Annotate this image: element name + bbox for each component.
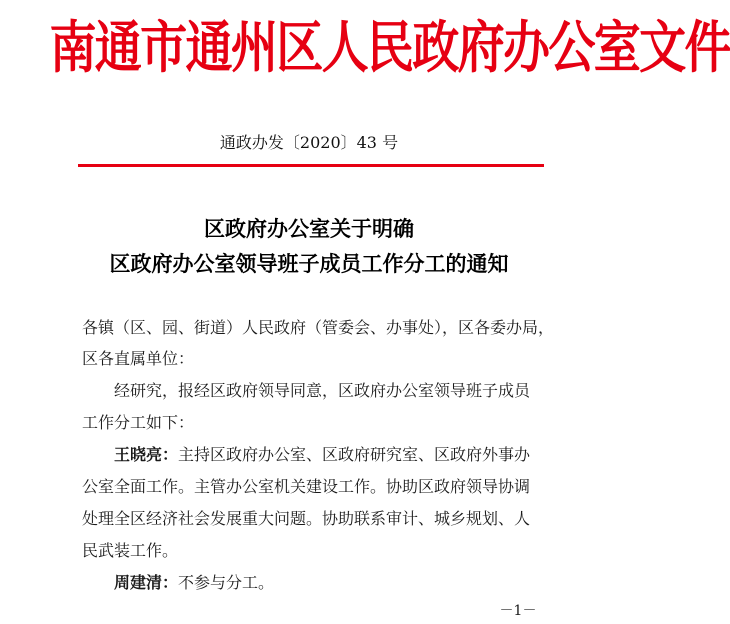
duty-1-text: 主持区政府办公室、区政府研究室、区政府外事办 (178, 445, 531, 464)
intro-line-2: 工作分工如下： (82, 413, 195, 432)
salutation-line-1: 各镇（区、园、街道）人民政府（管委会、办事处），区各委办局， (82, 318, 555, 337)
red-separator-rule (78, 164, 544, 167)
salutation-line-2: 区各直属单位： (82, 349, 195, 368)
duty-2-name: 周建清： (114, 573, 179, 592)
duty-2-text: 不参与分工。 (178, 573, 275, 592)
title-line-2: 区政府办公室领导班子成员工作分工的通知 (109, 251, 509, 276)
duty-1-line-3: 处理全区经济社会发展重大问题。协助联系审计、城乡规划、人 (82, 509, 531, 528)
document-number: 通政办发〔2020〕43 号 (219, 133, 399, 152)
duty-1-line-1 (114, 443, 530, 467)
duty-1-line-2: 公室全面工作。主管办公室机关建设工作。协助区政府领导协调 (82, 477, 531, 496)
duty-1-name: 王晓亮： (114, 445, 179, 464)
title-line-1: 区政府办公室关于明确 (204, 216, 414, 241)
intro-line-1: 经研究，报经区政府领导同意，区政府办公室领导班子成员 (114, 381, 531, 400)
duty-1-line-4: 民武装工作。 (82, 541, 179, 560)
masthead: 南通市通州区人民政府办公室文件 (49, 15, 730, 81)
page-number: －1－ (499, 603, 537, 619)
duty-2-line (114, 571, 274, 595)
